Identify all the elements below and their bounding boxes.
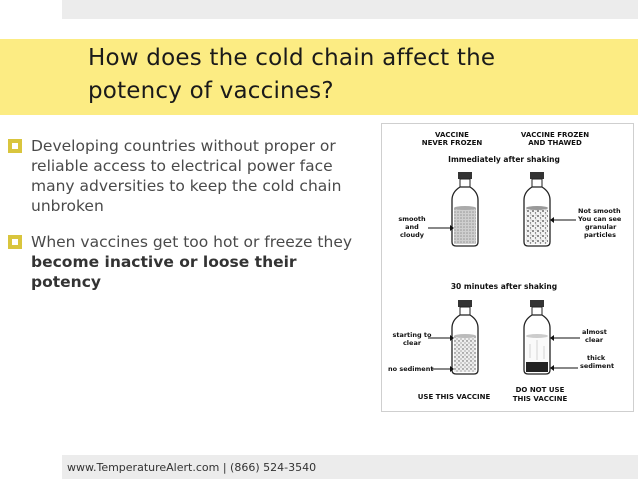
label-smooth-3: cloudy: [399, 231, 425, 239]
label-no-sediment: no sediment: [388, 365, 434, 373]
square-bullet-icon: [8, 139, 22, 153]
vial-frozen-shaken: [524, 172, 550, 246]
label-starting-1: starting to: [392, 331, 432, 339]
square-bullet-icon: [8, 235, 22, 249]
label-notsmooth-4: particles: [584, 231, 616, 239]
bullet-text-normal: When vaccines get too hot or freeze they: [31, 233, 353, 251]
bullet-text: Developing countries without proper or reliable access to electrical power face many adversities to keep the cold chain unbroken: [31, 137, 342, 215]
caption-immediately: Immediately after shaking: [448, 155, 560, 164]
slide-title: [88, 42, 608, 108]
bullet-text-bold: become inactive or loose their potency: [31, 253, 297, 291]
do-not-use-label-1: DO NOT USE: [515, 386, 565, 394]
bullet-item: [8, 136, 378, 216]
vial-never-frozen-shaken: [452, 172, 478, 246]
top-decorative-band: [62, 0, 638, 19]
title-line-2: potency of vaccines?: [88, 78, 334, 104]
header-right-1: VACCINE FROZEN: [520, 131, 590, 139]
vaccine-shake-test-figure: [381, 123, 634, 412]
label-starting-2: clear: [402, 339, 422, 347]
header-left-1: VACCINE: [435, 131, 469, 139]
vial-never-frozen-settled: [452, 300, 478, 374]
label-smooth-2: and: [405, 223, 419, 231]
vial-frozen-settled: [524, 300, 550, 374]
label-notsmooth-2: You can see: [578, 215, 622, 223]
label-smooth-1: smooth: [398, 215, 426, 223]
caption-30min: 30 minutes after shaking: [450, 282, 558, 291]
label-notsmooth-1: Not smooth: [578, 207, 621, 215]
bullet-list: [8, 136, 378, 308]
header-left-2: NEVER FROZEN: [421, 139, 483, 147]
label-almost-1: almost: [582, 328, 607, 336]
label-thick-1: thick: [587, 354, 606, 362]
label-notsmooth-3: granular: [585, 223, 617, 231]
do-not-use-label-2: THIS VACCINE: [512, 395, 568, 403]
footer-contact: www.TemperatureAlert.com | (866) 524-3540: [67, 461, 317, 474]
shake-test-illustration: [382, 124, 633, 411]
use-this-vaccine-label: USE THIS VACCINE: [417, 393, 491, 401]
bullet-item: [8, 232, 378, 292]
bullet-text: [31, 232, 371, 292]
header-right-2: AND THAWED: [528, 139, 582, 147]
label-almost-2: clear: [585, 336, 604, 344]
label-thick-2: sediment: [580, 362, 615, 370]
title-line-1: How does the cold chain affect the: [88, 45, 496, 71]
